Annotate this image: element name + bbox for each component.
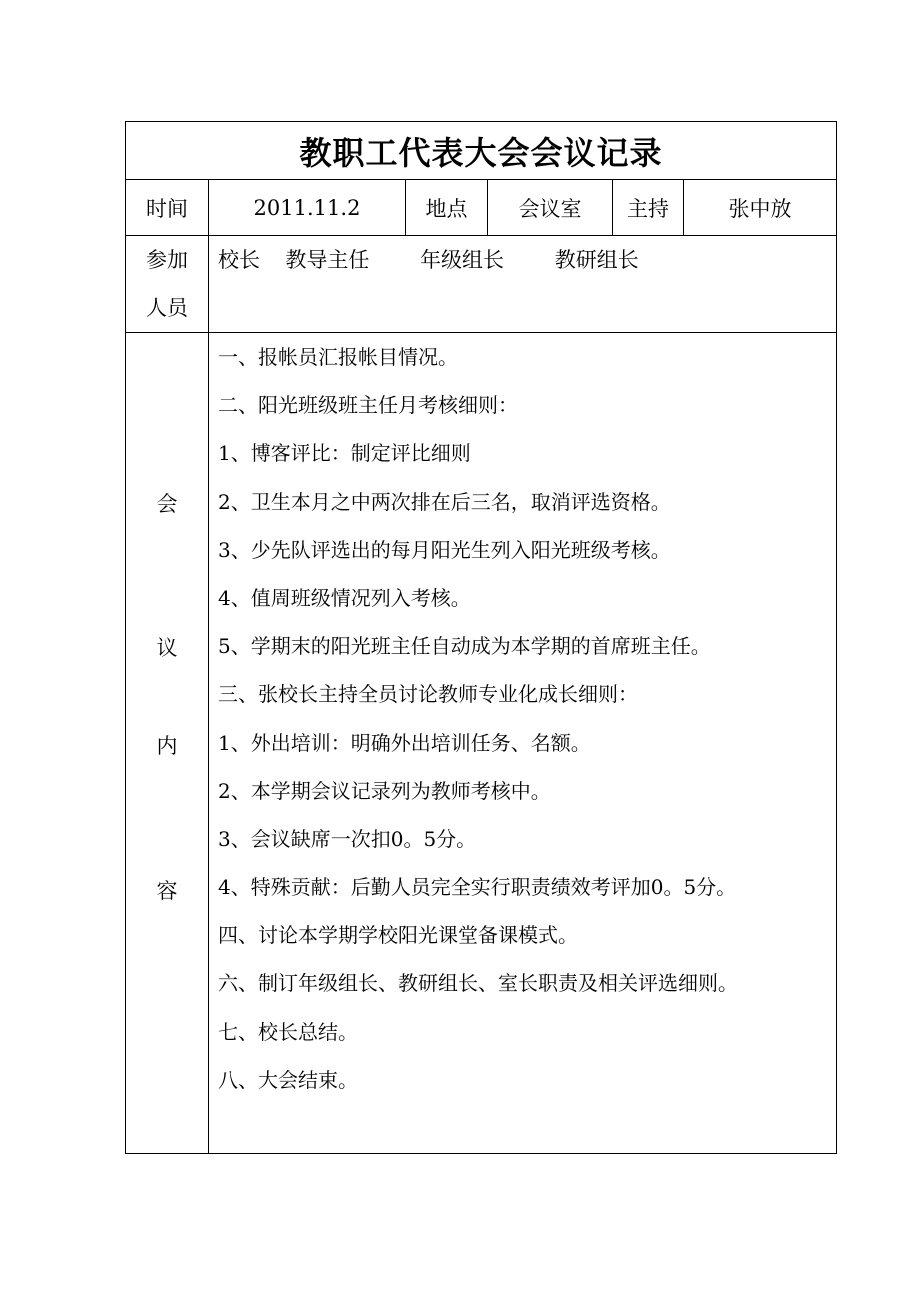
content-body — [209, 333, 837, 1154]
attendees-value: 校长 教导主任 年级组长 教研组长 — [209, 236, 837, 333]
content-line: 3、少先队评选出的每月阳光生列入阳光班级考核。 — [218, 537, 671, 562]
content-line: 四、讨论本学期学校阳光课堂备课模式。 — [218, 923, 578, 948]
content-line: 七、校长总结。 — [218, 1019, 358, 1044]
content-line: 4、值周班级情况列入考核。 — [218, 585, 471, 610]
attendees-label-line1: 参加 — [146, 248, 188, 272]
host-label: 主持 — [613, 180, 684, 236]
content-line: 2、本学期会议记录列为教师考核中。 — [218, 778, 551, 803]
place-value: 会议室 — [488, 180, 613, 236]
content-line: 二、阳光班级班主任月考核细则： — [218, 393, 518, 418]
content-label-char: 内 — [156, 734, 178, 758]
content-line: 一、报帐员汇报帐目情况。 — [218, 345, 458, 369]
content-label-char: 容 — [156, 879, 178, 903]
content-line: 2、卫生本月之中两次排在后三名，取消评选资格。 — [218, 489, 671, 514]
meeting-record-table — [125, 121, 837, 1154]
content-line: 3、会议缺席一次扣0。5分。 — [218, 826, 477, 851]
host-value: 张中放 — [684, 180, 837, 236]
page-title: 教职工代表大会会议记录 — [126, 122, 837, 180]
content-line: 八、大会结束。 — [218, 1067, 358, 1092]
content-label-char: 会 — [156, 492, 178, 516]
content-line: 六、制订年级组长、教研组长、室长职责及相关评选细则。 — [218, 971, 738, 996]
content-line: 4、特殊贡献：后勤人员完全实行职责绩效考评加0。5分。 — [218, 875, 737, 900]
content-line: 三、张校长主持全员讨论教师专业化成长细则： — [218, 682, 638, 707]
content-label — [126, 333, 209, 1154]
attendees-label-line2: 人员 — [146, 296, 188, 320]
content-label-char: 议 — [156, 636, 178, 660]
content-line: 1、博客评比：制定评比细则 — [218, 441, 471, 466]
content-line: 1、外出培训：明确外出培训任务、名额。 — [218, 730, 591, 755]
time-value: 2011.11.2 — [209, 180, 406, 236]
time-label: 时间 — [126, 180, 209, 236]
place-label: 地点 — [406, 180, 488, 236]
content-line: 5、学期末的阳光班主任自动成为本学期的首席班主任。 — [218, 634, 711, 659]
attendees-label — [126, 236, 209, 333]
